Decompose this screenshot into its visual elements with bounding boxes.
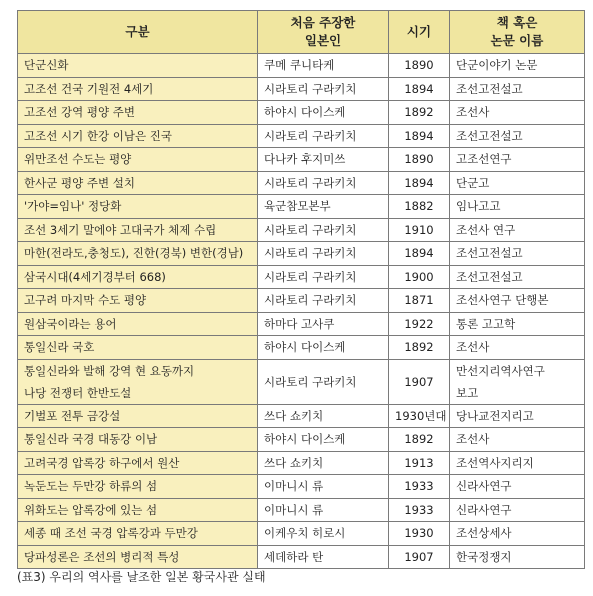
cell-person: 시라토리 구라키치 [258,359,389,404]
cell-work: 조선역사지리지 [450,451,585,475]
cell-year: 1894 [389,171,450,195]
table-caption: (표3) 우리의 역사를 날조한 일본 황국사관 실태 [17,570,266,584]
cell-topic: 한사군 평양 주변 설치 [18,171,258,195]
table-row [18,359,585,404]
table-row [18,451,585,475]
cell-year: 1930년대 [389,404,450,428]
cell-year: 1890 [389,54,450,78]
cell-work: 한국정쟁지 [450,545,585,569]
cell-work: 신라사연구 [450,498,585,522]
table-row [18,171,585,195]
table-row [18,218,585,242]
cell-work: 조선사 [450,101,585,125]
cell-topic: 조선 3세기 말에야 고대국가 체제 수립 [18,218,258,242]
cell-topic: 원삼국이라는 용어 [18,312,258,336]
cell-person: 하마다 고사쿠 [258,312,389,336]
cell-topic: 녹둔도는 두만강 하류의 섬 [18,475,258,499]
cell-year: 1900 [389,265,450,289]
cell-person: 시라토리 구라키치 [258,171,389,195]
cell-person: 시라토리 구라키치 [258,218,389,242]
cell-topic: 고려국경 압록강 하구에서 원산 [18,451,258,475]
cell-person: 시라토리 구라키치 [258,265,389,289]
cell-work: 조선고전설고 [450,242,585,266]
cell-topic: 단군신화 [18,54,258,78]
cell-topic: 세종 때 조선 국경 압록강과 두만강 [18,522,258,546]
table-row [18,101,585,125]
cell-person: 하야시 다이스케 [258,428,389,452]
cell-year: 1933 [389,498,450,522]
cell-work: 조선상세사 [450,522,585,546]
cell-topic: 위화도는 압록강에 있는 섬 [18,498,258,522]
cell-topic: 기벌포 전투 금강설 [18,404,258,428]
header-work: 책 혹은 논문 이름 [450,11,585,54]
cell-person: 시라토리 구라키치 [258,124,389,148]
cell-work: 조선고전설고 [450,265,585,289]
cell-topic: 마한(전라도,충청도), 진한(경북) 변한(경남) [18,242,258,266]
cell-year: 1907 [389,545,450,569]
cell-year: 1930 [389,522,450,546]
cell-work: 조선사 연구 [450,218,585,242]
cell-work: 만선지리역사연구 보고 [450,359,585,404]
table-body [18,54,585,569]
cell-topic: 고조선 건국 기원전 4세기 [18,77,258,101]
cell-topic: 삼국시대(4세기경부터 668) [18,265,258,289]
cell-person: 시라토리 구라키치 [258,242,389,266]
cell-person: 이마니시 류 [258,475,389,499]
cell-year: 1922 [389,312,450,336]
table-row [18,312,585,336]
cell-year: 1894 [389,242,450,266]
table-row [18,336,585,360]
cell-topic: 통일신라 국호 [18,336,258,360]
cell-person: 쿠메 쿠니타케 [258,54,389,78]
cell-person: 쓰다 쇼키치 [258,404,389,428]
cell-topic: 고조선 시기 한강 이남은 진국 [18,124,258,148]
cell-work: 조선사 [450,428,585,452]
header-category: 구분 [18,11,258,54]
table-row [18,148,585,172]
cell-work: 조선고전설고 [450,77,585,101]
cell-year: 1882 [389,195,450,219]
table-row [18,428,585,452]
table-row [18,54,585,78]
cell-year: 1892 [389,336,450,360]
cell-person: 이케우치 히로시 [258,522,389,546]
cell-topic: 통일신라와 발해 강역 현 요동까지 나당 전쟁터 한반도설 [18,359,258,404]
header-year: 시기 [389,11,450,54]
cell-year: 1894 [389,124,450,148]
cell-year: 1910 [389,218,450,242]
cell-work: 단군고 [450,171,585,195]
header-person: 처음 주장한 일본인 [258,11,389,54]
table-header-row [18,11,585,54]
cell-year: 1871 [389,289,450,313]
cell-work: 조선사 [450,336,585,360]
cell-person: 육군참모본부 [258,195,389,219]
cell-person: 시라토리 구라키치 [258,289,389,313]
table-row [18,242,585,266]
cell-year: 1907 [389,359,450,404]
cell-work: 당나교전지리고 [450,404,585,428]
cell-topic: 당파성론은 조선의 병리적 특성 [18,545,258,569]
cell-year: 1894 [389,77,450,101]
cell-person: 하야시 다이스케 [258,101,389,125]
cell-work: 신라사연구 [450,475,585,499]
cell-work: 임나고고 [450,195,585,219]
cell-topic: '가야=임나' 정당화 [18,195,258,219]
table-row [18,289,585,313]
table-row [18,404,585,428]
cell-work: 조선사연구 단행본 [450,289,585,313]
cell-person: 세데하라 탄 [258,545,389,569]
cell-work: 통론 고고학 [450,312,585,336]
cell-person: 다나카 후지미쓰 [258,148,389,172]
cell-year: 1890 [389,148,450,172]
table-row [18,522,585,546]
cell-work: 단군이야기 논문 [450,54,585,78]
table-row [18,124,585,148]
table-row [18,475,585,499]
cell-year: 1913 [389,451,450,475]
table-row [18,265,585,289]
table-row [18,195,585,219]
cell-work: 고조선연구 [450,148,585,172]
cell-person: 쓰다 쇼키치 [258,451,389,475]
cell-work: 조선고전설고 [450,124,585,148]
table-row [18,77,585,101]
cell-topic: 위만조선 수도는 평양 [18,148,258,172]
cell-person: 하야시 다이스케 [258,336,389,360]
table-row [18,545,585,569]
cell-topic: 고조선 강역 평양 주변 [18,101,258,125]
cell-topic: 고구려 마지막 수도 평양 [18,289,258,313]
cell-person: 시라토리 구라키치 [258,77,389,101]
cell-topic: 통일신라 국경 대동강 이남 [18,428,258,452]
cell-person: 이마니시 류 [258,498,389,522]
cell-year: 1892 [389,101,450,125]
history-table [17,10,585,569]
table-row [18,498,585,522]
cell-year: 1933 [389,475,450,499]
cell-year: 1892 [389,428,450,452]
